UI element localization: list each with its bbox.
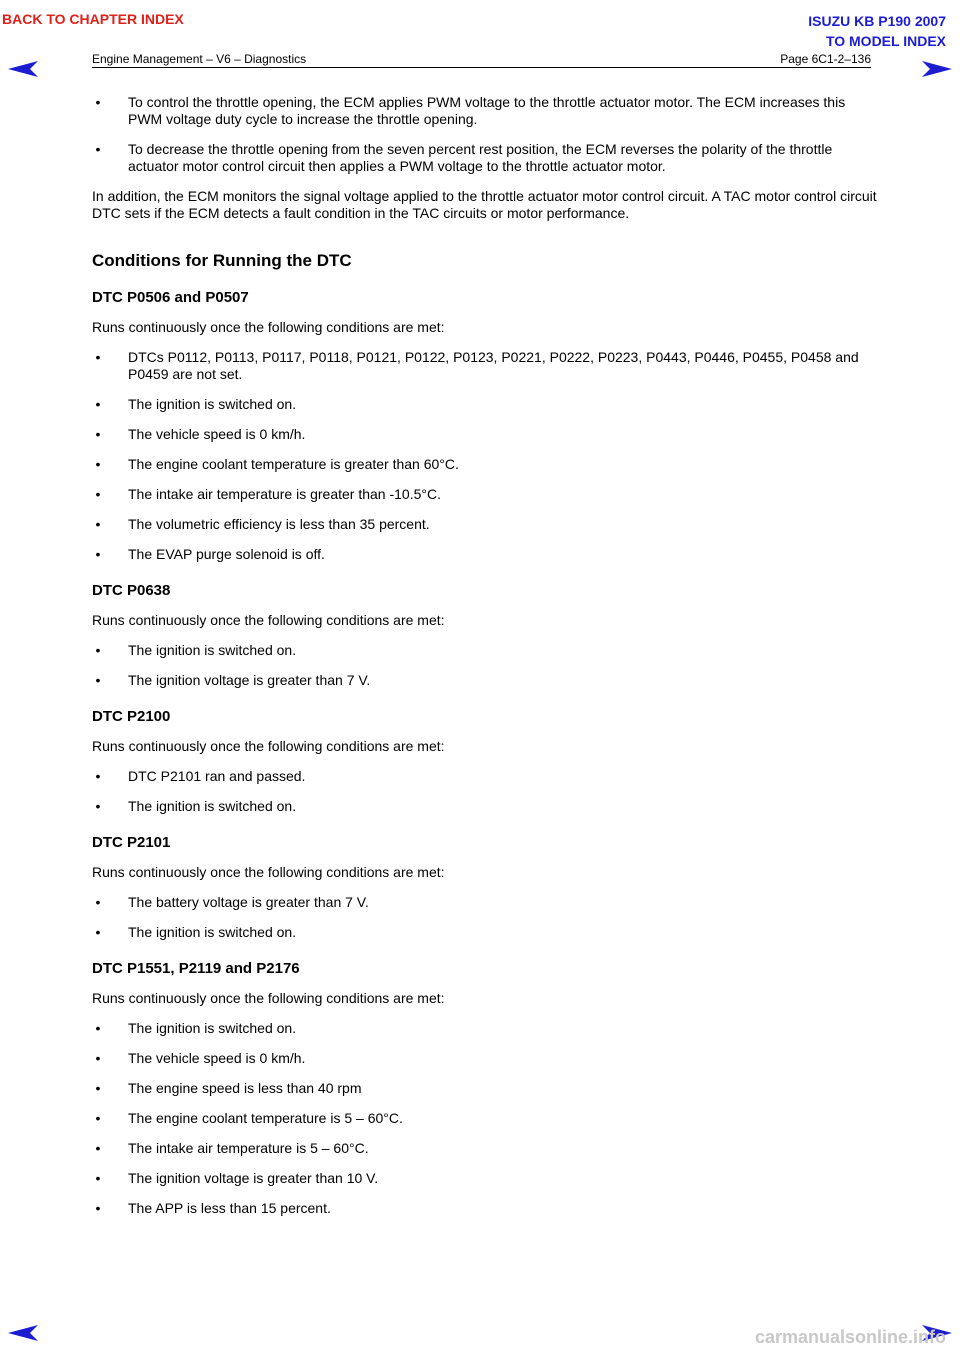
list-item-text: The vehicle speed is 0 km/h. [128,1050,306,1066]
list-item [92,94,882,128]
previous-page-arrow-bottom-icon[interactable] [8,1324,40,1342]
page-content [92,94,882,1230]
list-item-text: To control the throttle opening, the ECM applies PWM voltage to the throttle actuator motor. The ECM increases this PWM voltage duty cycle to increase the throttle opening. [128,94,846,127]
list-item-text: To decrease the throttle opening from the seven percent rest position, the ECM reverses the polarity of the throttle actuator motor control circuit then applies a PWM voltage to the throttle actuator motor. [128,141,833,174]
list-item [92,768,882,785]
list-item-text: The engine coolant temperature is greater than 60°C. [128,456,459,472]
bullet-icon: • [95,141,101,157]
list-item [92,516,882,533]
bullet-icon: • [95,1170,101,1186]
list-item-text: The battery voltage is greater than 7 V. [128,894,369,910]
dtc-intro: Runs continuously once the following conditions are met: [92,612,445,628]
bullet-icon: • [95,456,101,472]
list-item [92,1110,882,1127]
list-item-text: The EVAP purge solenoid is off. [128,546,325,562]
list-item-text: DTCs P0112, P0113, P0117, P0118, P0121, P0122, P0123, P0221, P0222, P0223, P0443, P0446, P0455, P0458 and P0459 are not set. [128,349,859,382]
list-item [92,141,882,175]
back-to-chapter-index-link[interactable]: BACK TO CHAPTER INDEX [2,11,184,27]
dtc-intro: Runs continuously once the following conditions are met: [92,738,445,754]
dtc-heading: DTC P2100 [92,708,171,725]
bullet-icon: • [95,396,101,412]
list-item-text: The ignition voltage is greater than 7 V. [128,672,371,688]
list-item-text: The ignition voltage is greater than 10 V. [128,1170,379,1186]
next-page-arrow-icon[interactable] [920,60,952,78]
bullet-icon: • [95,349,101,365]
bullet-icon: • [95,1140,101,1156]
bullet-icon: • [95,894,101,910]
bullet-icon: • [95,94,101,110]
list-item [92,486,882,503]
header-page-number: Page 6C1-2–136 [780,52,871,66]
watermark: carmanualsonline.info [754,1327,946,1347]
list-item [92,924,882,941]
bullet-icon: • [95,1080,101,1096]
bullet-icon: • [95,672,101,688]
list-item-text: The volumetric efficiency is less than 35 percent. [128,516,430,532]
bullet-icon: • [95,546,101,562]
dtc-heading: DTC P2101 [92,834,171,851]
list-item-text: The intake air temperature is 5 – 60°C. [128,1140,369,1156]
intro-paragraph: In addition, the ECM monitors the signal voltage applied to the throttle actuator motor control circuit. A TAC motor control circuit DTC sets if the ECM detects a fault condition in the TAC circuits or motor performance. [92,188,877,221]
dtc-heading: DTC P0638 [92,582,171,599]
list-item [92,456,882,473]
list-item [92,1020,882,1037]
bullet-icon: • [95,1050,101,1066]
list-item [92,642,882,659]
bullet-icon: • [95,1020,101,1036]
model-index-link[interactable]: TO MODEL INDEX [825,33,946,49]
previous-page-arrow-icon[interactable] [8,60,40,78]
list-item [92,1200,882,1217]
bullet-icon: • [95,1110,101,1126]
list-item [92,672,882,689]
list-item-text: The engine speed is less than 40 rpm [128,1080,362,1096]
section-heading: Conditions for Running the DTC [92,251,352,270]
model-title-block [808,11,946,51]
list-item [92,349,882,383]
list-item [92,396,882,413]
bullet-icon: • [95,1200,101,1216]
dtc-intro: Runs continuously once the following conditions are met: [92,319,445,335]
list-item-text: The ignition is switched on. [128,1020,297,1036]
bullet-icon: • [95,642,101,658]
list-item-text: The ignition is switched on. [128,642,297,658]
list-item [92,894,882,911]
list-item [92,546,882,563]
bullet-icon: • [95,516,101,532]
bullet-icon: • [95,924,101,940]
list-item-text: The ignition is switched on. [128,396,297,412]
dtc-heading: DTC P1551, P2119 and P2176 [92,960,300,977]
list-item-text: DTC P2101 ran and passed. [128,768,306,784]
list-item [92,426,882,443]
dtc-heading: DTC P0506 and P0507 [92,289,249,306]
dtc-sections [92,289,882,1217]
model-title: ISUZU KB P190 2007 [808,13,946,29]
list-item-text: The engine coolant temperature is 5 – 60°C. [128,1110,403,1126]
dtc-intro: Runs continuously once the following conditions are met: [92,990,445,1006]
list-item-text: The intake air temperature is greater than -10.5°C. [128,486,441,502]
bullet-icon: • [95,768,101,784]
list-item-text: The ignition is switched on. [128,924,297,940]
list-item [92,1170,882,1187]
list-item-text: The vehicle speed is 0 km/h. [128,426,306,442]
list-item [92,798,882,815]
header-section-title: Engine Management – V6 – Diagnostics [92,52,307,66]
list-item [92,1050,882,1067]
bullet-icon: • [95,486,101,502]
dtc-intro: Runs continuously once the following conditions are met: [92,864,445,880]
bullet-icon: • [95,426,101,442]
list-item-text: The ignition is switched on. [128,798,297,814]
bullet-icon: • [95,798,101,814]
list-item [92,1140,882,1157]
list-item-text: The APP is less than 15 percent. [128,1200,331,1216]
running-header [92,52,871,68]
list-item [92,1080,882,1097]
